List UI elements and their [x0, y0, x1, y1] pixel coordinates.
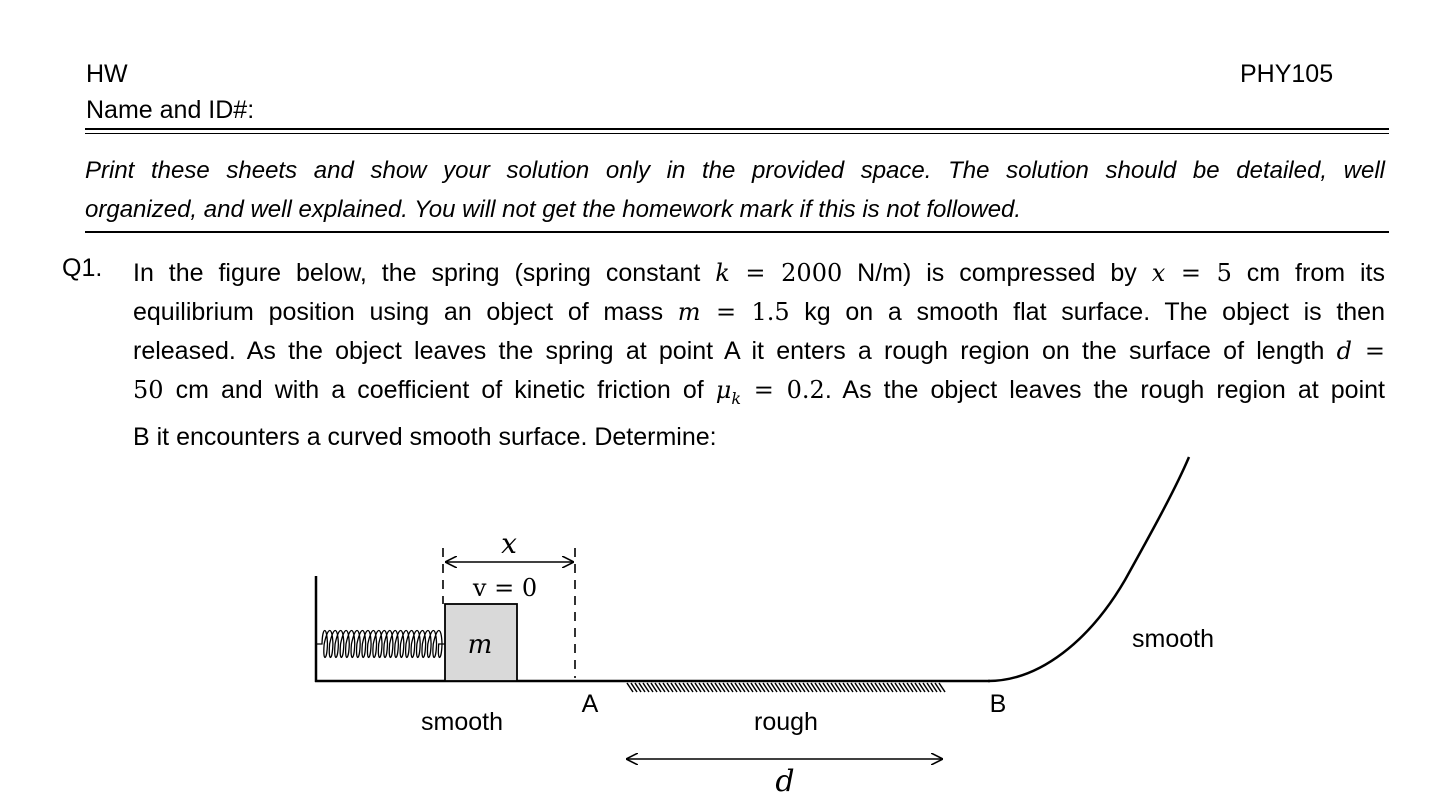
rough-hatching — [627, 683, 945, 692]
spring — [317, 631, 445, 658]
header-rule-bottom — [85, 133, 1389, 134]
instructions-line-1: Print these sheets and show your solution only in the provided space. The solution should be detailed, well — [85, 157, 1385, 184]
point-a-label: A — [581, 690, 599, 718]
question-text — [133, 254, 1385, 457]
question-line-2: equilibrium position using an object of mass m = 1.5 kg on a smooth flat surface. The object is then — [133, 298, 1385, 326]
instructions — [85, 151, 1385, 229]
instructions-line-2: organized, and well explained. You will not get the homework mark if this is not followed. — [85, 196, 1022, 223]
hw-label: HW — [86, 60, 128, 88]
smooth-right-label: smooth — [1132, 625, 1214, 653]
physics-figure — [0, 440, 1455, 811]
point-b-label: B — [989, 690, 1007, 718]
d-label: d — [775, 764, 795, 799]
rough-label: rough — [754, 708, 818, 736]
question-line-5: B it encounters a curved smooth surface. Determine: — [133, 423, 717, 451]
question-line-1: In the figure below, the spring (spring constant k = 2000 N/m) is compressed by x = 5 cm from its — [133, 259, 1385, 287]
instructions-rule — [85, 231, 1389, 233]
x-label: x — [501, 527, 517, 560]
question-line-4: 50 cm and with a coefficient of kinetic friction of $\mu_k = 0.2$. As the object leaves the rough region at point — [133, 376, 1385, 408]
question-number: Q1. — [62, 254, 103, 282]
smooth-left-label: smooth — [421, 708, 503, 736]
question-line-3: released. As the object leaves the spring at point A it enters a rough region on the surface of length d = — [133, 337, 1385, 365]
name-id-label: Name and ID#: — [86, 96, 255, 124]
header-rule-top — [85, 128, 1389, 130]
mass-label: m — [467, 630, 493, 660]
velocity-label: v = 0 — [472, 574, 538, 602]
course-code: PHY105 — [1240, 60, 1334, 88]
